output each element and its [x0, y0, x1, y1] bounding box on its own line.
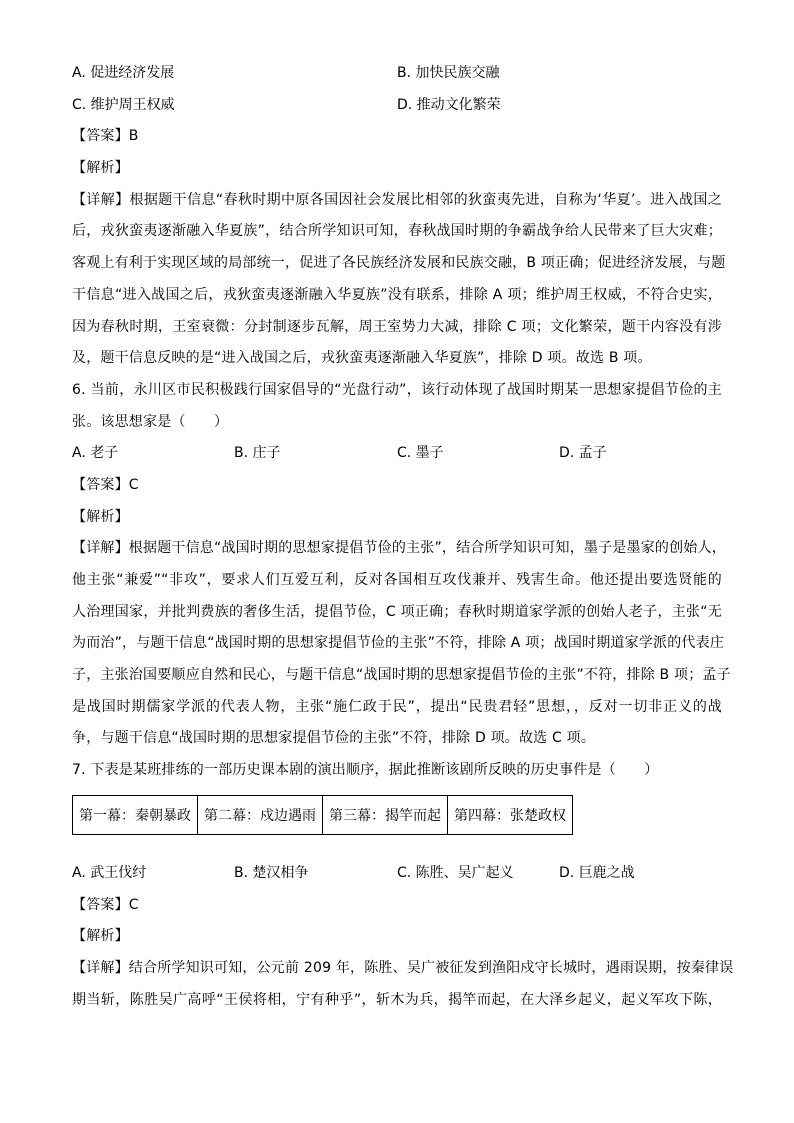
table-cell-act-4: 第四幕：张楚政权	[448, 795, 573, 834]
q5-option-d[interactable]: D. 推动文化繁荣	[397, 96, 501, 113]
q5-option-b[interactable]: B. 加快民族交融	[397, 65, 500, 81]
q6-detail-line: 是战国时期儒家学派的代表人物，主张“施仁政于民”，提出“民贵君轻”思想，，反对一切非正义的战	[72, 698, 722, 715]
q6-stem	[72, 375, 722, 438]
q5-options-row-1	[72, 58, 722, 90]
q7-analysis-heading: 【解析】	[72, 928, 129, 945]
q5-detail-line: 后，戎狄蛮夷逐渐融入华夏族”，结合所学知识可知，春秋战国时期的争霸战争给人民带来了巨大灾难；	[72, 223, 722, 240]
q6-detail	[72, 533, 731, 755]
q6-option-c[interactable]: C. 墨子	[397, 445, 444, 462]
q7-detail	[72, 953, 734, 1016]
q6-detail-line: 争，与题干信息“战国时期的思想家提倡节俭的主张”不符，排除 D 项。故选 C 项。	[72, 730, 596, 747]
q5-detail-line: 因为春秋时期，王室衰微：分封制逐步瓦解，周王室势力大减，排除 C 项；文化繁荣，题干内容没有涉	[72, 318, 722, 335]
q5-detail-line: 客观上有利于实现区域的局部统一，促进了各民族经济发展和民族交融，B 项正确；促进经济发展，与题	[72, 255, 726, 272]
q6-detail-line: 人治理国家，并批判费族的奢侈生活，提倡节俭，C 项正确；春秋时期道家学派的创始人老子，主张“无	[72, 603, 722, 620]
q5-detail-line: 干信息“进入战国之后，戎狄蛮夷逐渐融入华夏族”没有联系，排除 A 项；维护周王权威，不符合史实，	[72, 286, 722, 303]
q6-detail-line: 子，主张治国要顺应自然和民心，与题干信息“战国时期的思想家提倡节俭的主张”不符，排除 B 项；孟子	[72, 667, 731, 684]
q6-option-d[interactable]: D. 孟子	[559, 445, 607, 462]
table-cell-act-1: 第一幕：秦朝暴政	[73, 795, 198, 834]
q7-option-d[interactable]: D. 巨鹿之战	[559, 864, 635, 881]
table-cell-act-3: 第三幕：揭竿而起	[323, 795, 448, 834]
q7-stem: 7. 下表是某班排练的一部历史课本剧的演出顺序，据此推断该剧所反映的历史事件是（ ）	[72, 762, 659, 779]
q6-detail-line: 他主张“兼爱”“非攻”，要求人们互爱互利，反对各国相互攻伐兼并、残害生命。他还提出要选贤能的	[72, 572, 722, 588]
table-row	[73, 795, 573, 834]
q7-option-c[interactable]: C. 陈胜、吴广起义	[397, 864, 514, 881]
q7-answer: 【答案】C	[72, 896, 139, 913]
q5-option-a[interactable]: A. 促进经济发展	[72, 65, 175, 81]
q5-detail-line: 【详解】根据题干信息“春秋时期中原各国因社会发展比相邻的狄蛮夷先进，自称为‘华夏’。进入战国之	[72, 191, 722, 208]
q6-option-b[interactable]: B. 庄子	[234, 445, 281, 462]
exam-page	[72, 58, 734, 1016]
q5-detail-line: 及，题干信息反映的是“进入战国之后，戎狄蛮夷逐渐融入华夏族”，排除 D 项。故选 B 项。	[72, 350, 652, 367]
q7-detail-line: 【详解】结合所学知识可知，公元前 209 年，陈胜、吴广被征发到渔阳戍守长城时，遇雨误期，按秦律误	[72, 959, 734, 976]
q7-scene-table	[72, 795, 573, 835]
q6-analysis-heading: 【解析】	[72, 508, 129, 525]
q5-answer: 【答案】B	[72, 128, 139, 145]
q7-option-a[interactable]: A. 武王伐纣	[72, 864, 147, 881]
q5-options-row-2	[72, 90, 722, 122]
q6-detail-line: 为而治”，与题干信息“战国时期的思想家提倡节俭的主张”不符，排除 A 项；战国时期道家学派的代表庄	[72, 635, 725, 652]
q5-option-c[interactable]: C. 维护周王权威	[72, 96, 175, 113]
table-cell-act-2: 第二幕：戍边遇雨	[198, 795, 323, 834]
q6-stem-line: 6. 当前，永川区市民积极践行国家倡导的“光盘行动”，该行动体现了战国时期某一思想家提倡节俭的主	[72, 381, 722, 398]
q6-option-a[interactable]: A. 老子	[72, 445, 119, 462]
q6-stem-line: 张。该思想家是（ ）	[72, 413, 229, 430]
q7-detail-line: 期当斩，陈胜吴广高呼“王侯将相，宁有种乎”，斩木为兵，揭竿而起，在大泽乡起义，起义军攻下陈，	[72, 991, 722, 1008]
q6-options-row	[72, 438, 722, 470]
q7-options-row	[72, 858, 722, 890]
q7-option-b[interactable]: B. 楚汉相争	[234, 864, 309, 881]
q5-analysis-heading: 【解析】	[72, 160, 129, 177]
q5-detail	[72, 185, 726, 375]
spacer	[72, 835, 722, 858]
q6-detail-line: 【详解】根据题干信息“战国时期的思想家提倡节俭的主张”，结合所学知识可知，墨子是墨家的创始人，	[72, 540, 726, 557]
q6-answer: 【答案】C	[72, 476, 139, 493]
